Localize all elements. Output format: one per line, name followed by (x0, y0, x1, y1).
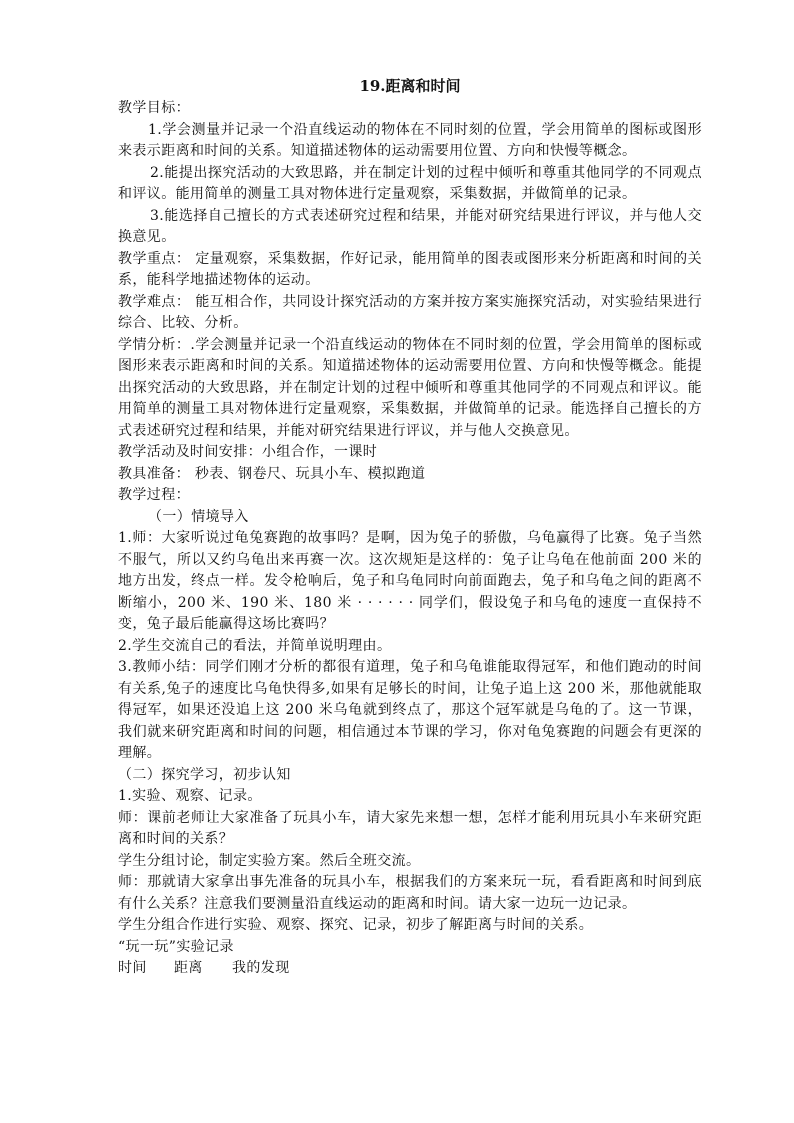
materials: 教具准备： 秒表、钢卷尺、玩具小车、模拟跑道 (118, 465, 426, 482)
learner-analysis: 学情分析：.学会测量并记录一个沿直线运动的物体在不同时刻的位置，学会用简单的图标或图形来表示距离和时间的关系。知道描述物体的运动需要用位置、方向和快慢等概念。能提出探究活动的大致思路，并在制定计划的过程中倾听和尊重其他同学的不同观点和评议。能用简单的测量工具对物体进行定量观察，采集数据，并做简单的记录。能选择自己擅长的方式表述研究过程和结果，并能对研究结果进行评议，并与他人交换意见。 (118, 336, 702, 439)
header-time: 时间 (118, 960, 147, 976)
step-2: 2.学生交流自己的看法，并简单说明理由。 (118, 637, 392, 654)
objectives-heading: 教学目标： (118, 100, 190, 116)
document-page (118, 76, 702, 980)
header-distance: 距离 (174, 960, 203, 976)
objective-3: 3.能选择自己擅长的方式表述研究过程和结果，并能对研究结果进行评议，并与他人交换意见。 (118, 207, 702, 245)
record-table-header (118, 958, 702, 980)
teacher-line-2: 师：那就请大家拿出事先准备的玩具小车，根据我们的方案来玩一玩，看看距离和时间到底有什么关系？注意我们要测量沿直线运动的距离和时间。请大家一边玩一边记录。 (118, 874, 702, 912)
page-title: 19.距离和时间 (359, 77, 461, 95)
difficulties: 教学难点： 能互相合作，共同设计探究活动的方案并按方案实施探究活动，对实验结果进行综合、比较、分析。 (118, 293, 702, 331)
header-findings: 我的发现 (232, 960, 290, 976)
objective-1: 1.学会测量并记录一个沿直线运动的物体在不同时刻的位置，学会用简单的图标或图形来表示距离和时间的关系。知道描述物体的运动需要用位置、方向和快慢等概念。 (118, 121, 702, 159)
step-1: 1.师：大家听说过龟兔赛跑的故事吗？是啊，因为兔子的骄傲，乌龟赢得了比赛。兔子当然不服气，所以又约乌龟出来再赛一次。这次规矩是这样的：兔子让乌龟在他前面 200 米的地方出发，终点一样。发令枪响后，兔子和乌龟同时向前面跑去，兔子和乌龟之间的距离不断缩小，200 米、190 米、180 米 · · · · · · 同学们，假设兔子和乌龟的速度一直保持不变，兔子最后能赢得这场比赛吗？ (118, 530, 702, 632)
document-body (118, 98, 702, 980)
section-2-heading: （二）探究学习，初步认知 (118, 766, 291, 783)
process-heading: 教学过程： (118, 487, 190, 503)
record-heading: “玩一玩”实验记录 (118, 938, 234, 955)
student-line-1: 学生分组讨论，制定实验方案。然后全班交流。 (118, 852, 421, 869)
key-points: 教学重点： 定量观察，采集数据，作好记录，能用简单的图表或图形来分析距离和时间的关系，能科学地描述物体的运动。 (118, 250, 702, 288)
student-line-2: 学生分组合作进行实验、观察、探究、记录，初步了解距离与时间的关系。 (118, 917, 594, 933)
activity-time: 教学活动及时间安排：小组合作，一课时 (118, 444, 378, 460)
step-2-1: 1.实验、观察、记录。 (118, 788, 262, 804)
objective-2: 2.能提出探究活动的大致思路，并在制定计划的过程中倾听和尊重其他同学的不同观点和评议。能用简单的测量工具对物体进行定量观察，采集数据，并做简单的记录。 (118, 164, 702, 202)
teacher-line-1: 师：课前老师让大家准备了玩具小车，请大家先来想一想，怎样才能利用玩具小车来研究距离和时间的关系？ (118, 809, 702, 847)
step-3: 3.教师小结：同学们刚才分析的都很有道理，兔子和乌龟谁能取得冠军，和他们跑动的时间有关系,兔子的速度比乌龟快得多,如果有足够长的时间，让兔子追上这 200 米，那他就能取得冠军，如果还没追上这 200 米乌龟就到终点了，那这个冠军就是乌龟的了。这一节课，我们就来研究距离和时间的问题，相信通过本节课的学习，你对龟兔赛跑的问题会有更深的理解。 (118, 659, 702, 761)
section-1-heading: （一）情境导入 (148, 508, 249, 525)
